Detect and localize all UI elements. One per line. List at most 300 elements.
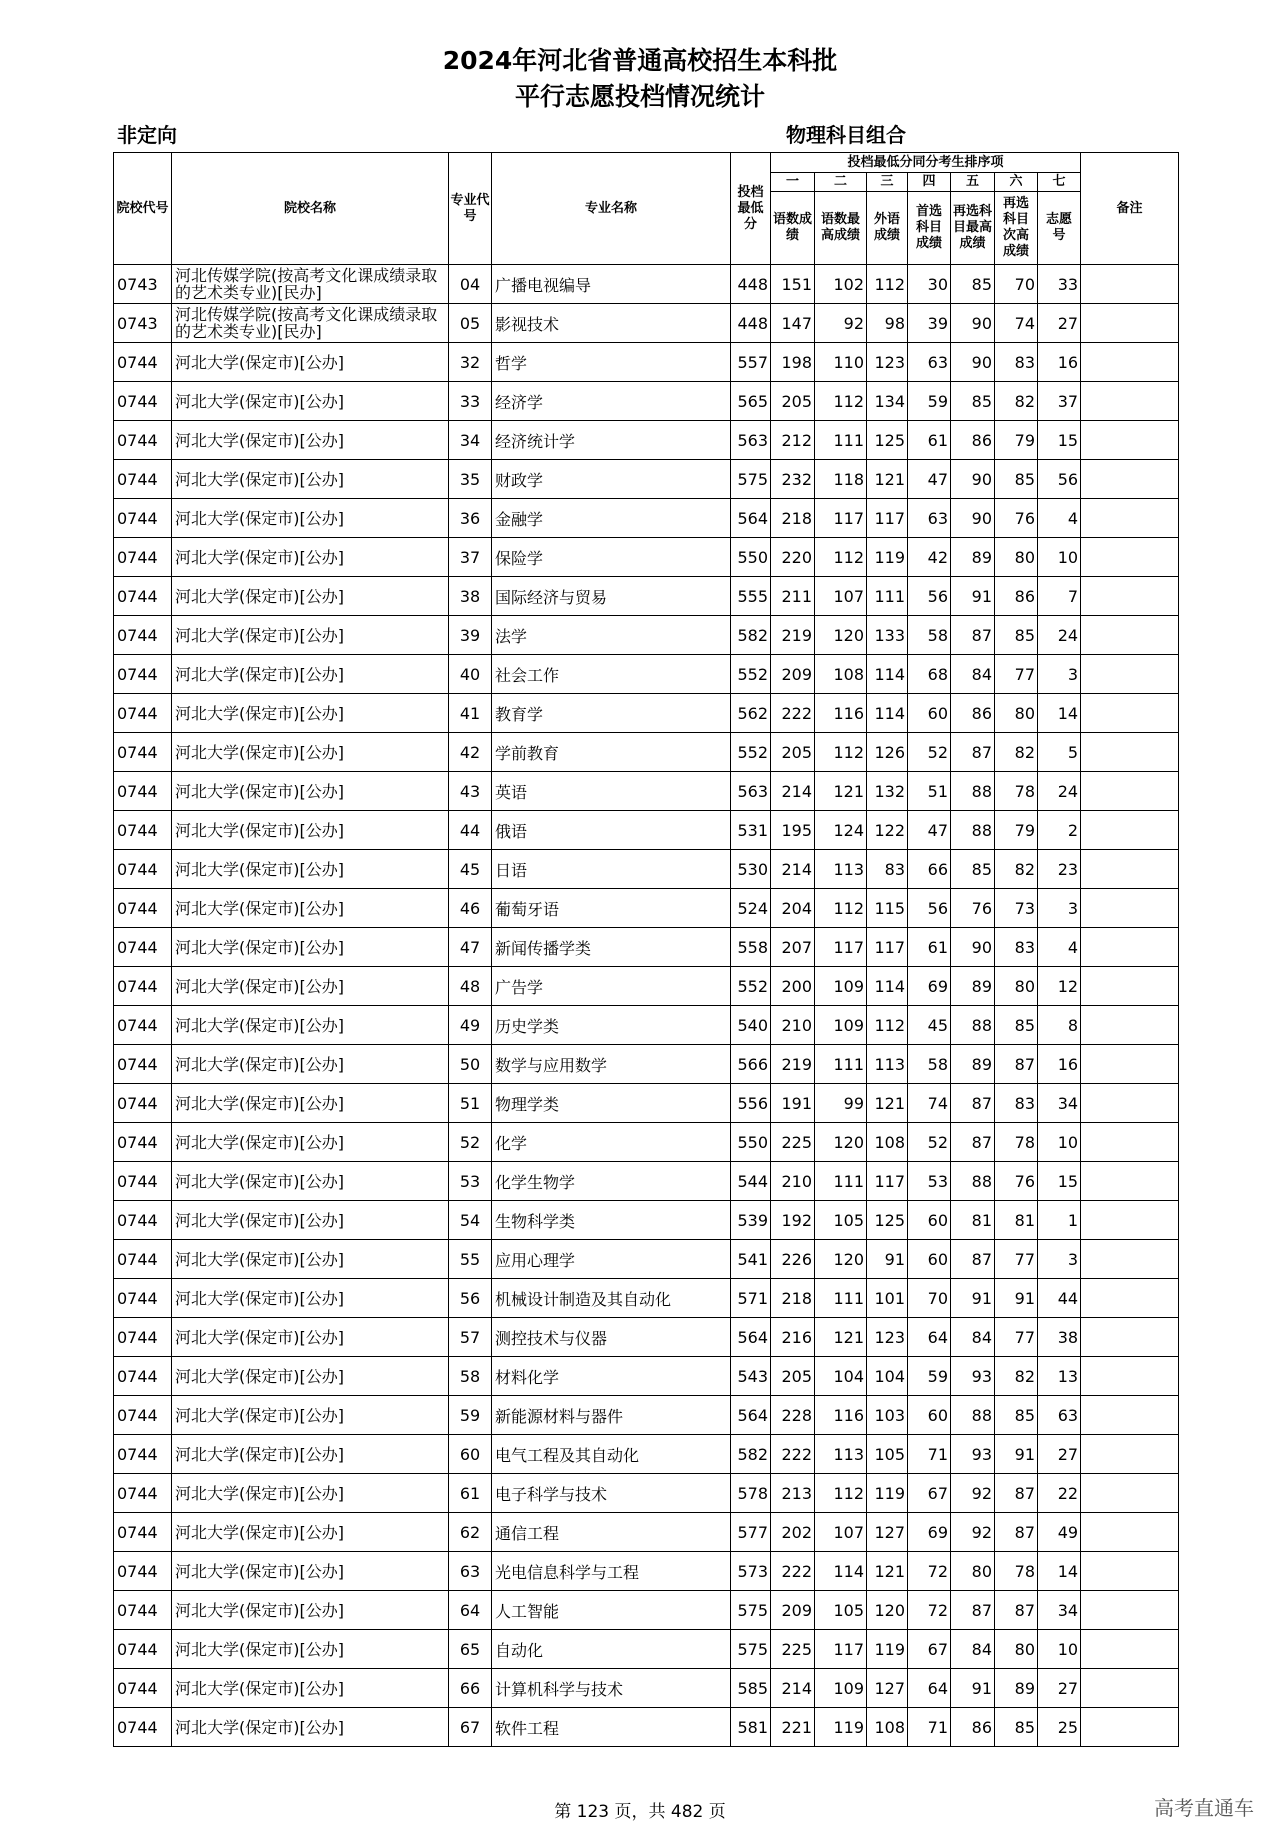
chinese-math-score-cell: 222	[771, 1435, 815, 1474]
school-code-cell: 0744	[114, 694, 172, 733]
foreign-language-cell: 117	[867, 1162, 908, 1201]
chinese-math-max-cell: 112	[815, 538, 867, 577]
min-score-cell: 563	[731, 772, 771, 811]
min-score-cell: 552	[731, 733, 771, 772]
preference-number-cell: 49	[1038, 1513, 1081, 1552]
school-code-cell: 0744	[114, 538, 172, 577]
school-code-cell: 0744	[114, 1318, 172, 1357]
major-name-cell: 历史学类	[492, 1006, 731, 1045]
school-name-cell: 河北传媒学院(按高考文化课成绩录取的艺术类专业)[民办]	[172, 304, 449, 343]
chinese-math-score-cell: 205	[771, 733, 815, 772]
table-row	[114, 811, 1179, 850]
major-name-cell: 新能源材料与器件	[492, 1396, 731, 1435]
school-code-cell: 0744	[114, 499, 172, 538]
major-name-cell: 广播电视编导	[492, 265, 731, 304]
remark-cell	[1081, 1162, 1179, 1201]
elective-max-cell: 87	[951, 733, 995, 772]
table-row	[114, 1318, 1179, 1357]
header-order-1: 一	[771, 173, 815, 192]
primary-subject-cell: 69	[908, 1513, 951, 1552]
major-name-cell: 影视技术	[492, 304, 731, 343]
header-order-6: 六	[995, 173, 1038, 192]
school-name-cell: 河北大学(保定市)[公办]	[172, 1123, 449, 1162]
remark-cell	[1081, 1279, 1179, 1318]
header-sub-6	[995, 192, 1038, 265]
remark-cell	[1081, 1201, 1179, 1240]
subject-combination-label: 物理科目组合	[786, 123, 906, 147]
elective-second-cell: 80	[995, 694, 1038, 733]
major-code-cell: 35	[449, 460, 492, 499]
major-name-cell: 英语	[492, 772, 731, 811]
min-score-cell: 550	[731, 1123, 771, 1162]
table-row	[114, 1006, 1179, 1045]
elective-second-cell: 85	[995, 616, 1038, 655]
remark-cell	[1081, 772, 1179, 811]
foreign-language-cell: 112	[867, 1006, 908, 1045]
remark-cell	[1081, 499, 1179, 538]
primary-subject-cell: 59	[908, 382, 951, 421]
header-order-3: 三	[867, 173, 908, 192]
major-name-cell: 生物科学类	[492, 1201, 731, 1240]
major-name-cell: 物理学类	[492, 1084, 731, 1123]
school-code-cell: 0744	[114, 1708, 172, 1747]
major-name-cell: 社会工作	[492, 655, 731, 694]
chinese-math-score-cell: 218	[771, 499, 815, 538]
elective-max-cell: 93	[951, 1435, 995, 1474]
remark-cell	[1081, 1630, 1179, 1669]
major-name-cell: 葡萄牙语	[492, 889, 731, 928]
chinese-math-max-cell: 105	[815, 1201, 867, 1240]
elective-max-cell: 85	[951, 850, 995, 889]
major-code-cell: 57	[449, 1318, 492, 1357]
major-name-cell: 电气工程及其自动化	[492, 1435, 731, 1474]
remark-cell	[1081, 421, 1179, 460]
school-code-cell: 0744	[114, 1630, 172, 1669]
preference-number-cell: 10	[1038, 538, 1081, 577]
remark-cell	[1081, 928, 1179, 967]
elective-second-cell: 87	[995, 1474, 1038, 1513]
school-name-cell: 河北大学(保定市)[公办]	[172, 1513, 449, 1552]
major-code-cell: 33	[449, 382, 492, 421]
school-code-cell: 0744	[114, 1513, 172, 1552]
school-code-cell: 0744	[114, 1435, 172, 1474]
chinese-math-max-cell: 111	[815, 421, 867, 460]
foreign-language-cell: 133	[867, 616, 908, 655]
preference-number-cell: 24	[1038, 772, 1081, 811]
school-code-cell: 0744	[114, 733, 172, 772]
header-min-score	[731, 153, 771, 265]
major-code-cell: 63	[449, 1552, 492, 1591]
major-code-cell: 65	[449, 1630, 492, 1669]
preference-number-cell: 16	[1038, 1045, 1081, 1084]
chinese-math-score-cell: 214	[771, 1669, 815, 1708]
chinese-math-max-cell: 92	[815, 304, 867, 343]
school-name-cell: 河北大学(保定市)[公办]	[172, 1240, 449, 1279]
table-row	[114, 733, 1179, 772]
primary-subject-cell: 71	[908, 1435, 951, 1474]
foreign-language-cell: 121	[867, 460, 908, 499]
remark-cell	[1081, 1318, 1179, 1357]
min-score-cell: 566	[731, 1045, 771, 1084]
major-code-cell: 04	[449, 265, 492, 304]
chinese-math-max-cell: 114	[815, 1552, 867, 1591]
min-score-cell: 575	[731, 1630, 771, 1669]
chinese-math-max-cell: 109	[815, 1006, 867, 1045]
foreign-language-cell: 98	[867, 304, 908, 343]
min-score-cell: 524	[731, 889, 771, 928]
foreign-language-cell: 119	[867, 1474, 908, 1513]
elective-second-cell: 78	[995, 1552, 1038, 1591]
remark-cell	[1081, 967, 1179, 1006]
primary-subject-cell: 70	[908, 1279, 951, 1318]
chinese-math-score-cell: 216	[771, 1318, 815, 1357]
header-sub-text: 再选科目次高成绩	[1002, 196, 1029, 259]
foreign-language-cell: 114	[867, 655, 908, 694]
school-name-cell: 河北大学(保定市)[公办]	[172, 694, 449, 733]
school-code-cell: 0744	[114, 1006, 172, 1045]
elective-second-cell: 87	[995, 1513, 1038, 1552]
major-code-cell: 42	[449, 733, 492, 772]
school-code-cell: 0744	[114, 1591, 172, 1630]
school-name-cell: 河北大学(保定市)[公办]	[172, 1006, 449, 1045]
chinese-math-max-cell: 113	[815, 850, 867, 889]
school-code-cell: 0744	[114, 616, 172, 655]
major-name-cell: 日语	[492, 850, 731, 889]
elective-max-cell: 86	[951, 694, 995, 733]
preference-number-cell: 27	[1038, 1435, 1081, 1474]
foreign-language-cell: 112	[867, 265, 908, 304]
elective-max-cell: 92	[951, 1513, 995, 1552]
chinese-math-score-cell: 211	[771, 577, 815, 616]
min-score-cell: 531	[731, 811, 771, 850]
school-name-cell: 河北大学(保定市)[公办]	[172, 1591, 449, 1630]
chinese-math-score-cell: 219	[771, 616, 815, 655]
chinese-math-max-cell: 112	[815, 382, 867, 421]
school-name-cell: 河北大学(保定市)[公办]	[172, 1669, 449, 1708]
remark-cell	[1081, 1591, 1179, 1630]
primary-subject-cell: 69	[908, 967, 951, 1006]
chinese-math-max-cell: 124	[815, 811, 867, 850]
primary-subject-cell: 60	[908, 1240, 951, 1279]
table-row	[114, 1357, 1179, 1396]
preference-number-cell: 33	[1038, 265, 1081, 304]
chinese-math-max-cell: 107	[815, 577, 867, 616]
preference-number-cell: 22	[1038, 1474, 1081, 1513]
foreign-language-cell: 125	[867, 421, 908, 460]
preference-number-cell: 34	[1038, 1591, 1081, 1630]
school-code-cell: 0744	[114, 967, 172, 1006]
remark-cell	[1081, 1357, 1179, 1396]
chinese-math-max-cell: 111	[815, 1279, 867, 1318]
chinese-math-max-cell: 109	[815, 967, 867, 1006]
elective-second-cell: 79	[995, 421, 1038, 460]
header-school-name: 院校名称	[172, 153, 449, 265]
min-score-cell: 581	[731, 1708, 771, 1747]
major-code-cell: 51	[449, 1084, 492, 1123]
chinese-math-max-cell: 110	[815, 343, 867, 382]
min-score-cell: 541	[731, 1240, 771, 1279]
major-code-cell: 44	[449, 811, 492, 850]
elective-second-cell: 87	[995, 1045, 1038, 1084]
primary-subject-cell: 64	[908, 1669, 951, 1708]
chinese-math-max-cell: 117	[815, 928, 867, 967]
chinese-math-score-cell: 200	[771, 967, 815, 1006]
elective-second-cell: 80	[995, 538, 1038, 577]
remark-cell	[1081, 1669, 1179, 1708]
major-name-cell: 国际经济与贸易	[492, 577, 731, 616]
table-row	[114, 1669, 1179, 1708]
table-row	[114, 1123, 1179, 1162]
primary-subject-cell: 61	[908, 421, 951, 460]
elective-max-cell: 88	[951, 772, 995, 811]
preference-number-cell: 4	[1038, 928, 1081, 967]
elective-second-cell: 73	[995, 889, 1038, 928]
preference-number-cell: 12	[1038, 967, 1081, 1006]
major-code-cell: 50	[449, 1045, 492, 1084]
major-name-cell: 电子科学与技术	[492, 1474, 731, 1513]
header-sub-text: 首选科目成绩	[915, 204, 942, 251]
school-name-cell: 河北大学(保定市)[公办]	[172, 538, 449, 577]
min-score-cell: 575	[731, 1591, 771, 1630]
remark-cell	[1081, 304, 1179, 343]
foreign-language-cell: 115	[867, 889, 908, 928]
remark-cell	[1081, 733, 1179, 772]
major-name-cell: 通信工程	[492, 1513, 731, 1552]
header-sub-7	[1038, 192, 1081, 265]
school-name-cell: 河北大学(保定市)[公办]	[172, 1279, 449, 1318]
elective-second-cell: 82	[995, 1357, 1038, 1396]
elective-second-cell: 77	[995, 1318, 1038, 1357]
preference-number-cell: 16	[1038, 343, 1081, 382]
major-name-cell: 法学	[492, 616, 731, 655]
major-code-cell: 05	[449, 304, 492, 343]
primary-subject-cell: 67	[908, 1474, 951, 1513]
header-order-4: 四	[908, 173, 951, 192]
table-row	[114, 499, 1179, 538]
chinese-math-score-cell: 198	[771, 343, 815, 382]
chinese-math-score-cell: 225	[771, 1123, 815, 1162]
preference-number-cell: 15	[1038, 1162, 1081, 1201]
table-row	[114, 1591, 1179, 1630]
preference-number-cell: 27	[1038, 304, 1081, 343]
chinese-math-score-cell: 151	[771, 265, 815, 304]
preference-number-cell: 27	[1038, 1669, 1081, 1708]
min-score-cell: 582	[731, 1435, 771, 1474]
major-name-cell: 教育学	[492, 694, 731, 733]
chinese-math-score-cell: 191	[771, 1084, 815, 1123]
elective-max-cell: 89	[951, 967, 995, 1006]
chinese-math-score-cell: 204	[771, 889, 815, 928]
major-code-cell: 59	[449, 1396, 492, 1435]
table-row	[114, 1708, 1179, 1747]
school-name-cell: 河北大学(保定市)[公办]	[172, 1552, 449, 1591]
primary-subject-cell: 58	[908, 616, 951, 655]
school-name-cell: 河北大学(保定市)[公办]	[172, 772, 449, 811]
remark-cell	[1081, 577, 1179, 616]
elective-max-cell: 88	[951, 1006, 995, 1045]
preference-number-cell: 25	[1038, 1708, 1081, 1747]
major-name-cell: 财政学	[492, 460, 731, 499]
school-name-cell: 河北大学(保定市)[公办]	[172, 499, 449, 538]
major-name-cell: 应用心理学	[492, 1240, 731, 1279]
foreign-language-cell: 127	[867, 1669, 908, 1708]
min-score-cell: 540	[731, 1006, 771, 1045]
header-tiebreak-group: 投档最低分同分考生排序项	[771, 153, 1081, 173]
school-code-cell: 0744	[114, 655, 172, 694]
school-name-cell: 河北大学(保定市)[公办]	[172, 1357, 449, 1396]
chinese-math-max-cell: 111	[815, 1162, 867, 1201]
major-code-cell: 32	[449, 343, 492, 382]
major-code-cell: 45	[449, 850, 492, 889]
school-code-cell: 0744	[114, 811, 172, 850]
school-code-cell: 0744	[114, 1240, 172, 1279]
min-score-cell: 564	[731, 1318, 771, 1357]
elective-second-cell: 87	[995, 1591, 1038, 1630]
table-row	[114, 1474, 1179, 1513]
header-sub-text: 外语成绩	[873, 212, 900, 243]
school-name-cell: 河北大学(保定市)[公办]	[172, 460, 449, 499]
chinese-math-score-cell: 214	[771, 772, 815, 811]
chinese-math-max-cell: 117	[815, 499, 867, 538]
major-name-cell: 材料化学	[492, 1357, 731, 1396]
major-code-cell: 64	[449, 1591, 492, 1630]
school-name-cell: 河北大学(保定市)[公办]	[172, 928, 449, 967]
major-code-cell: 41	[449, 694, 492, 733]
major-name-cell: 广告学	[492, 967, 731, 1006]
table-row	[114, 1045, 1179, 1084]
school-code-cell: 0744	[114, 850, 172, 889]
major-code-cell: 55	[449, 1240, 492, 1279]
chinese-math-score-cell: 209	[771, 1591, 815, 1630]
school-code-cell: 0744	[114, 1474, 172, 1513]
category-label: 非定向	[117, 123, 177, 147]
table-row	[114, 889, 1179, 928]
elective-max-cell: 90	[951, 928, 995, 967]
chinese-math-max-cell: 117	[815, 1630, 867, 1669]
elective-max-cell: 85	[951, 382, 995, 421]
min-score-cell: 563	[731, 421, 771, 460]
primary-subject-cell: 72	[908, 1552, 951, 1591]
header-major-code: 专业代号	[449, 153, 492, 265]
table-row	[114, 421, 1179, 460]
major-code-cell: 39	[449, 616, 492, 655]
table-row	[114, 1240, 1179, 1279]
preference-number-cell: 63	[1038, 1396, 1081, 1435]
primary-subject-cell: 71	[908, 1708, 951, 1747]
preference-number-cell: 4	[1038, 499, 1081, 538]
table-row	[114, 1279, 1179, 1318]
chinese-math-score-cell: 210	[771, 1162, 815, 1201]
min-score-cell: 562	[731, 694, 771, 733]
table-row	[114, 577, 1179, 616]
min-score-cell: 555	[731, 577, 771, 616]
major-code-cell: 53	[449, 1162, 492, 1201]
school-code-cell: 0744	[114, 1123, 172, 1162]
elective-max-cell: 87	[951, 1591, 995, 1630]
elective-second-cell: 85	[995, 1708, 1038, 1747]
min-score-cell: 557	[731, 343, 771, 382]
min-score-cell: 448	[731, 265, 771, 304]
major-name-cell: 机械设计制造及其自动化	[492, 1279, 731, 1318]
major-code-cell: 54	[449, 1201, 492, 1240]
remark-cell	[1081, 1708, 1179, 1747]
table-row	[114, 772, 1179, 811]
elective-second-cell: 76	[995, 499, 1038, 538]
major-code-cell: 48	[449, 967, 492, 1006]
elective-max-cell: 87	[951, 616, 995, 655]
chinese-math-score-cell: 212	[771, 421, 815, 460]
chinese-math-score-cell: 209	[771, 655, 815, 694]
school-name-cell: 河北大学(保定市)[公办]	[172, 382, 449, 421]
chinese-math-max-cell: 116	[815, 694, 867, 733]
preference-number-cell: 3	[1038, 889, 1081, 928]
chinese-math-max-cell: 113	[815, 1435, 867, 1474]
chinese-math-score-cell: 225	[771, 1630, 815, 1669]
watermark: 高考直通车	[1154, 1796, 1254, 1820]
chinese-math-max-cell: 99	[815, 1084, 867, 1123]
elective-second-cell: 82	[995, 733, 1038, 772]
elective-second-cell: 77	[995, 655, 1038, 694]
chinese-math-score-cell: 214	[771, 850, 815, 889]
chinese-math-score-cell: 219	[771, 1045, 815, 1084]
major-name-cell: 光电信息科学与工程	[492, 1552, 731, 1591]
table-row	[114, 616, 1179, 655]
min-score-cell: 575	[731, 460, 771, 499]
remark-cell	[1081, 655, 1179, 694]
school-code-cell: 0744	[114, 1279, 172, 1318]
chinese-math-max-cell: 119	[815, 1708, 867, 1747]
school-code-cell: 0744	[114, 1357, 172, 1396]
table-row	[114, 382, 1179, 421]
table-row	[114, 1162, 1179, 1201]
elective-max-cell: 87	[951, 1084, 995, 1123]
major-code-cell: 34	[449, 421, 492, 460]
chinese-math-score-cell: 226	[771, 1240, 815, 1279]
foreign-language-cell: 120	[867, 1591, 908, 1630]
chinese-math-score-cell: 195	[771, 811, 815, 850]
major-name-cell: 自动化	[492, 1630, 731, 1669]
primary-subject-cell: 67	[908, 1630, 951, 1669]
header-min-score-text: 投档最低分	[737, 184, 764, 232]
major-code-cell: 60	[449, 1435, 492, 1474]
chinese-math-max-cell: 109	[815, 1669, 867, 1708]
chinese-math-max-cell: 118	[815, 460, 867, 499]
table-row	[114, 1630, 1179, 1669]
major-name-cell: 化学生物学	[492, 1162, 731, 1201]
table-row	[114, 967, 1179, 1006]
elective-max-cell: 81	[951, 1201, 995, 1240]
chinese-math-max-cell: 121	[815, 1318, 867, 1357]
elective-max-cell: 84	[951, 655, 995, 694]
header-sub-2	[815, 192, 867, 265]
chinese-math-score-cell: 221	[771, 1708, 815, 1747]
table-row	[114, 694, 1179, 733]
remark-cell	[1081, 694, 1179, 733]
primary-subject-cell: 72	[908, 1591, 951, 1630]
major-code-cell: 49	[449, 1006, 492, 1045]
foreign-language-cell: 119	[867, 538, 908, 577]
primary-subject-cell: 64	[908, 1318, 951, 1357]
preference-number-cell: 10	[1038, 1630, 1081, 1669]
header-order-7: 七	[1038, 173, 1081, 192]
min-score-cell: 552	[731, 967, 771, 1006]
chinese-math-score-cell: 232	[771, 460, 815, 499]
remark-cell	[1081, 265, 1179, 304]
primary-subject-cell: 56	[908, 889, 951, 928]
school-code-cell: 0744	[114, 1396, 172, 1435]
primary-subject-cell: 47	[908, 811, 951, 850]
remark-cell	[1081, 343, 1179, 382]
